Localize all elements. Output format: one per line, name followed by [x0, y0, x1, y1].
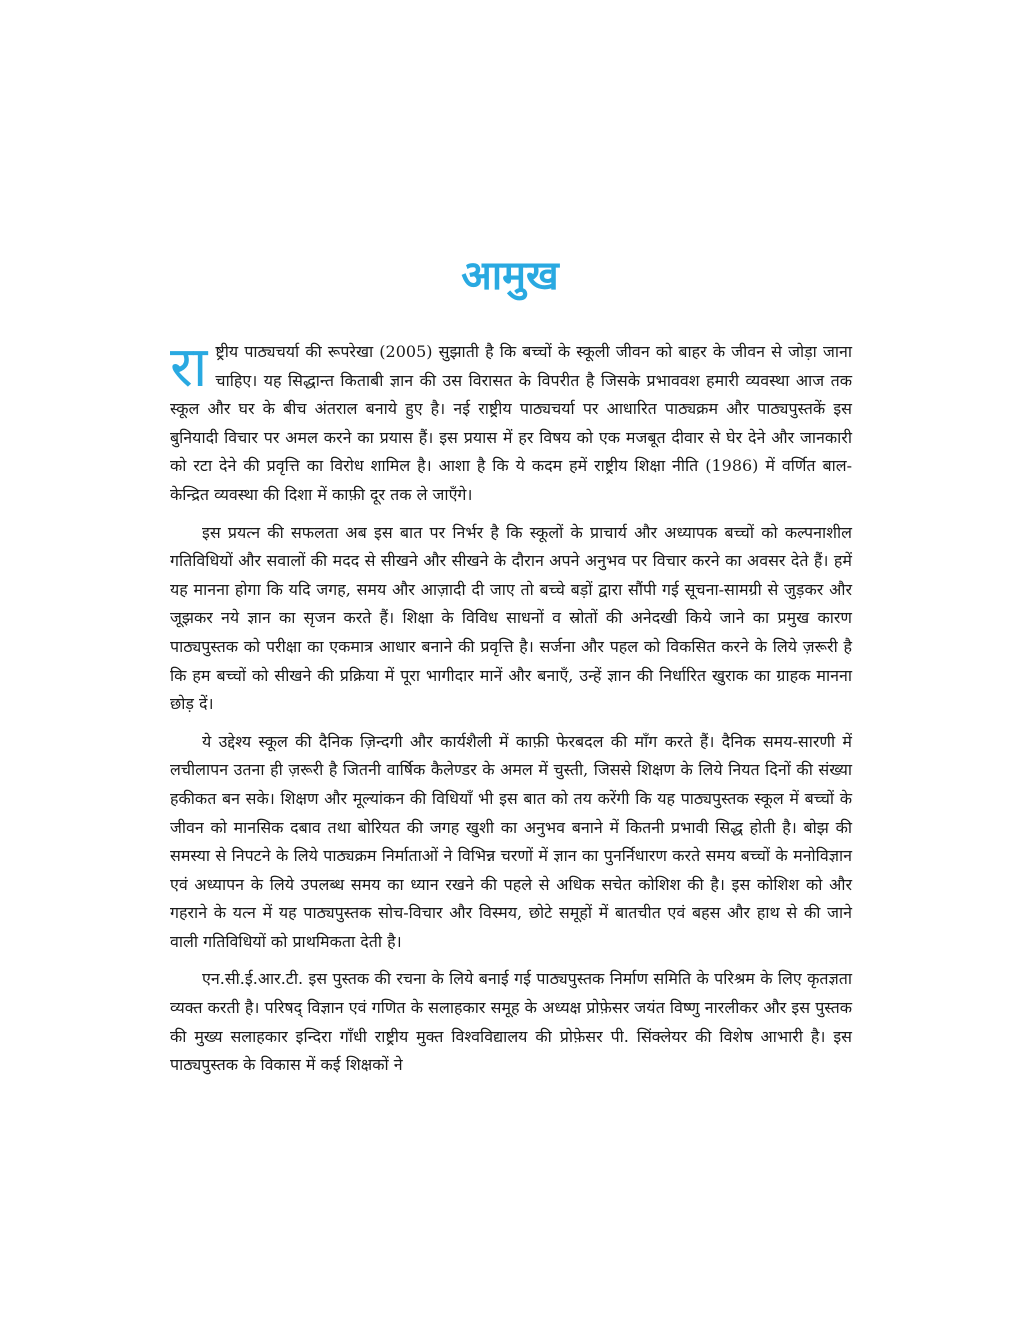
body-text: [170, 335, 852, 1089]
paragraph-2: इस प्रयत्न की सफलता अब इस बात पर निर्भर है कि स्कूलों के प्राचार्य और अध्यापक बच्चों को कल्पनाशील गतिविधियों और सवालों की मदद से सीखने और सीखने के दौरान अपने अनुभव पर विचार करने का अवसर देते हैं। हमें यह मानना होगा कि यदि जगह, समय और आज़ादी दी जाए तो बच्चे बड़ों द्वारा सौंपी गई सूचना-सामग्री से जुड़कर और जूझकर नये ज्ञान का सृजन करते हैं। शिक्षा के विविध साधनों व स्रोतों की अनेदखी किये जाने का प्रमुख कारण पाठ्यपुस्तक को परीक्षा का एकमात्र आधार बनाने की प्रवृत्ति है। सर्जना और पहल को विकसित करने के लिये ज़रूरी है कि हम बच्चों को सीखने की प्रक्रिया में पूरा भागीदार मानें और बनाएँ, उन्हें ज्ञान की निर्धारित खुराक का ग्राहक मानना छोड़ दें।: [170, 522, 852, 714]
page-title: आमुख: [461, 252, 559, 299]
paragraph-1-text: ष्ट्रीय पाठ्यचर्या की रूपरेखा (2005) सुझाती है कि बच्चों के स्कूली जीवन को बाहर के जीवन से जोड़ा जाना चाहिए। यह सिद्धान्त किताबी ज्ञान की उस विरासत के विपरीत है जिसके प्रभाववश हमारी व्यवस्था आज तक स्कूल और घर के बीच अंतराल बनाये हुए है। नई राष्ट्रीय पाठ्यचर्या पर आधारित पाठ्यक्रम और पाठ्यपुस्तकें इस बुनियादी विचार पर अमल करने का प्रयास हैं। इस प्रयास में हर विषय को एक मजबूत दीवार से घेर देने और जानकारी को रटा देने की प्रवृत्ति का विरोध शामिल है। आशा है कि ये कदम हमें राष्ट्रीय शिक्षा नीति (1986) में वर्णित बाल-केन्द्रित व्यवस्था की दिशा में काफ़ी दूर तक ले जाएँगे।: [170, 342, 852, 504]
paragraph-4: एन.सी.ई.आर.टी. इस पुस्तक की रचना के लिये बनाई गई पाठ्यपुस्तक निर्माण समिति के परिश्रम के लिए कृतज्ञता व्यक्त करती है। परिषद् विज्ञान एवं गणित के सलाहकार समूह के अध्यक्ष प्रोफ़ेसर जयंत विष्णु नारलीकर और इस पुस्तक की मुख्य सलाहकार इन्दिरा गाँधी राष्ट्रीय मुक्त विश्वविद्यालय की प्रोफ़ेसर पी. सिंक्लेयर की विशेष आभारी है। इस पाठ्यपुस्तक के विकास में कई शिक्षकों ने: [170, 969, 852, 1075]
paragraph-1: [170, 335, 852, 510]
paragraph-3: ये उद्देश्य स्कूल की दैनिक ज़िन्दगी और कार्यशैली में काफ़ी फेरबदल की माँग करते हैं। दैनिक समय-सारणी में लचीलापन उतना ही ज़रूरी है जितनी वार्षिक कैलेण्डर के अमल में चुस्ती, जिससे शिक्षण के लिये नियत दिनों की संख्या हकीकत बन सके। शिक्षण और मूल्यांकन की विधियाँ भी इस बात को तय करेंगी कि यह पाठ्यपुस्तक स्कूल में बच्चों के जीवन को मानसिक दबाव तथा बोरियत की जगह खुशी का अनुभव बनाने में कितनी प्रभावी सिद्ध होती है। बोझ की समस्या से निपटने के लिये पाठ्यक्रम निर्माताओं ने विभिन्न चरणों में ज्ञान का पुनर्निधारण करते समय बच्चों के मनोविज्ञान एवं अध्यापन के लिये उपलब्ध समय का ध्यान रखने की पहले से अधिक सचेत कोशिश की है। इस कोशिश को और गहराने के यत्न में यह पाठ्यपुस्तक सोच-विचार और विस्मय, छोटे समूहों में बातचीत एवं बहस और हाथ से की जाने वाली गतिविधियों को प्राथमिकता देती है।: [170, 731, 852, 951]
drop-cap: रा: [170, 335, 208, 400]
